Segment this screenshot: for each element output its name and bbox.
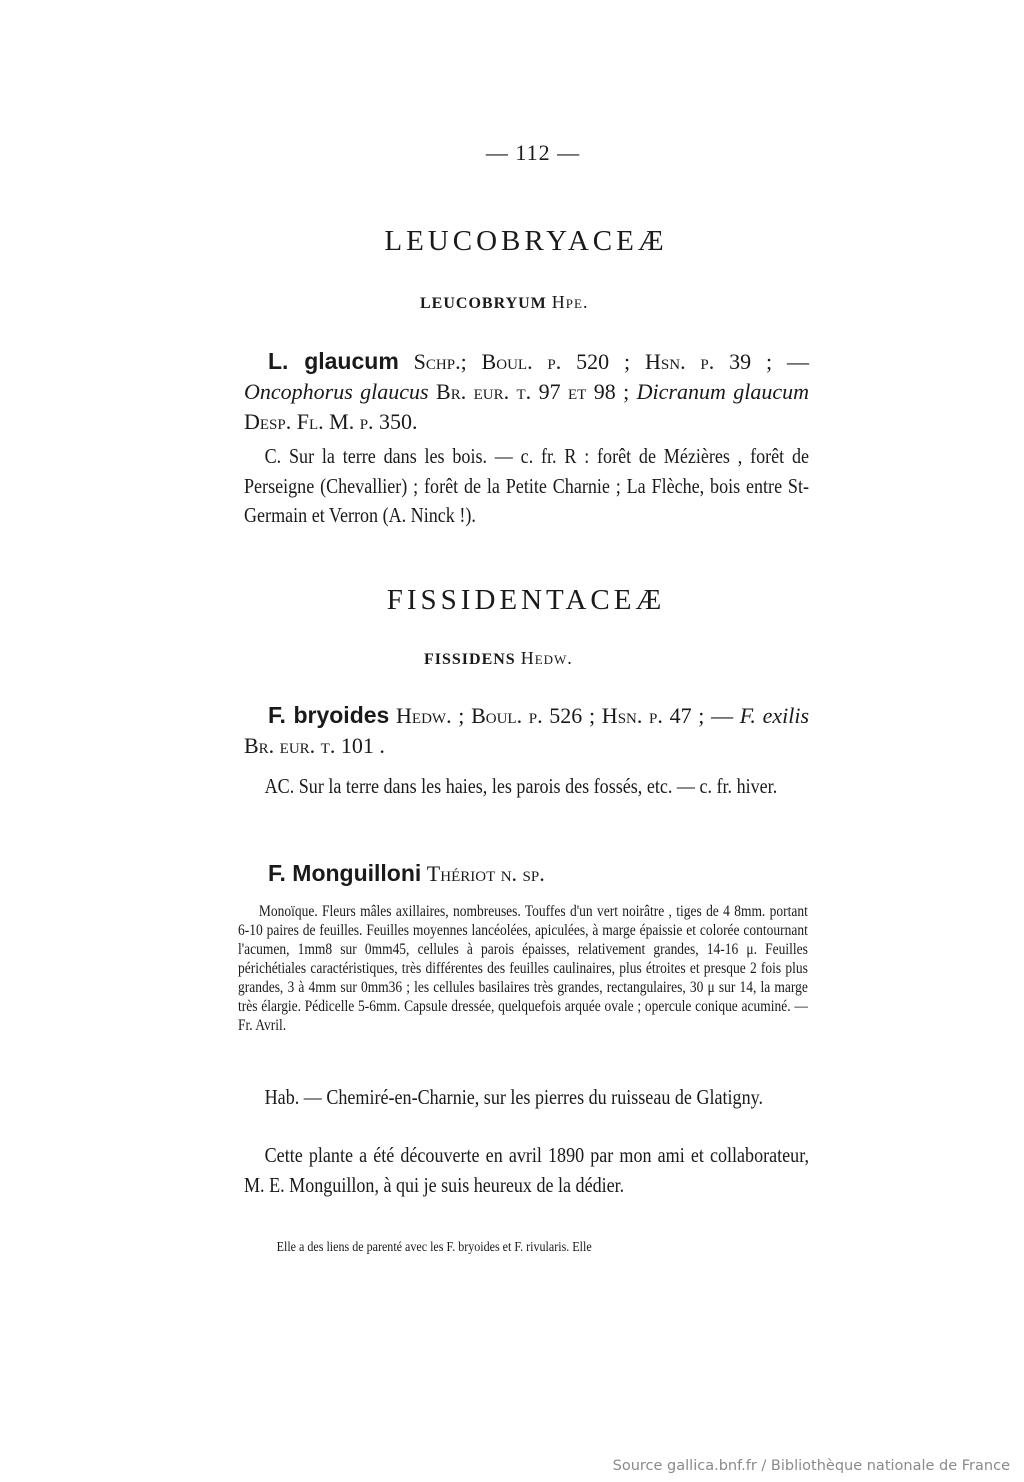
- species-name: F. bryoides: [268, 702, 390, 728]
- genus-name: LEUCOBRYUM: [420, 295, 547, 312]
- family-heading-fissidentaceae: FISSIDENTACEÆ: [386, 584, 666, 616]
- species-name: F. Monguilloni: [268, 860, 422, 886]
- genus-heading-fissidens: [424, 648, 573, 669]
- species-entry-bryoides: [244, 700, 809, 761]
- species-references: Hedw. ; Boul. p. 526 ; Hsn. p. 47 ; —: [396, 703, 734, 728]
- synonym-name: Oncophorus glaucus: [244, 379, 429, 404]
- synonym-reference: Br. eur. t. 97 et 98 ;: [436, 379, 630, 404]
- synonym-name: F. exilis: [739, 703, 810, 728]
- page-number: — 112 —: [485, 140, 581, 165]
- synonym-reference: Br. eur. t. 101 .: [244, 733, 385, 758]
- synonym-name: Dicranum glaucum: [636, 379, 810, 404]
- source-footer: Source gallica.bnf.fr / Bibliothèque nationale de France: [612, 1458, 1010, 1474]
- habitat-paragraph: AC. Sur la terre dans les haies, les parois des fossés, etc. — c. fr. hiver.: [264, 774, 778, 798]
- genus-heading-leucobryum: [420, 292, 588, 313]
- species-name: L. glaucum: [268, 348, 399, 374]
- synonym-reference: Desp. Fl. M. p. 350.: [244, 409, 418, 434]
- species-description: Monoïque. Fleurs mâles axillaires, nombreuses. Touffes d'un vert noirâtre , tiges de 4 8mm. portant 6-10 paires de feuilles. Feuilles moyennes lancéolées, apiculées, à marge épaissie et colorée contournant l'acumen, 1mm8 sur 0mm45, cellules à parois épaisses, relativement grandes, 14-16 μ. Feuilles périchétiales caractéristiques, très différentes des feuilles caulinaires, plus étroites et presque 2 fois plus grandes, 3 à 4mm sur 0mm36 ; les cellules basilaires très grandes, rectangulaires, 30 μ sur 14, la marge très élargie. Pédicelle 5-6mm. Capsule dressée, quelquefois arquée ovale ; opercule conique acuminé. — Fr. Avril.: [238, 903, 808, 1034]
- species-entry-monguilloni: [244, 858, 809, 889]
- species-author: Thériot n. sp.: [426, 861, 545, 886]
- habitat-paragraph: Hab. — Chemiré-en-Charnie, sur les pierres du ruisseau de Glatigny.: [264, 1085, 763, 1109]
- species-references: ; Boul. p. 520 ; Hsn. p. 39 ; —: [460, 349, 810, 374]
- relation-paragraph: Elle a des liens de parenté avec les F. bryoides et F. rivularis. Elle: [276, 1240, 592, 1255]
- genus-name: FISSIDENS: [424, 651, 516, 668]
- species-entry-glaucum: [244, 346, 809, 437]
- habitat-paragraph: C. Sur la terre dans les bois. — c. fr. R : forêt de Mézières , forêt de Perseigne (Chevallier) ; forêt de la Petite Charnie ; La Flèche, bois entre St-Germain et Verron (A. Ninck !).: [244, 444, 810, 527]
- species-author: Schp.: [413, 349, 461, 374]
- family-heading-leucobryaceae: LEUCOBRYACEÆ: [384, 225, 668, 257]
- genus-author: Hedw.: [520, 648, 573, 668]
- discovery-paragraph: Cette plante a été découverte en avril 1890 par mon ami et collaborateur, M. E. Monguillon, à qui je suis heureux de la dédier.: [244, 1143, 810, 1197]
- genus-author: Hpe.: [551, 292, 589, 312]
